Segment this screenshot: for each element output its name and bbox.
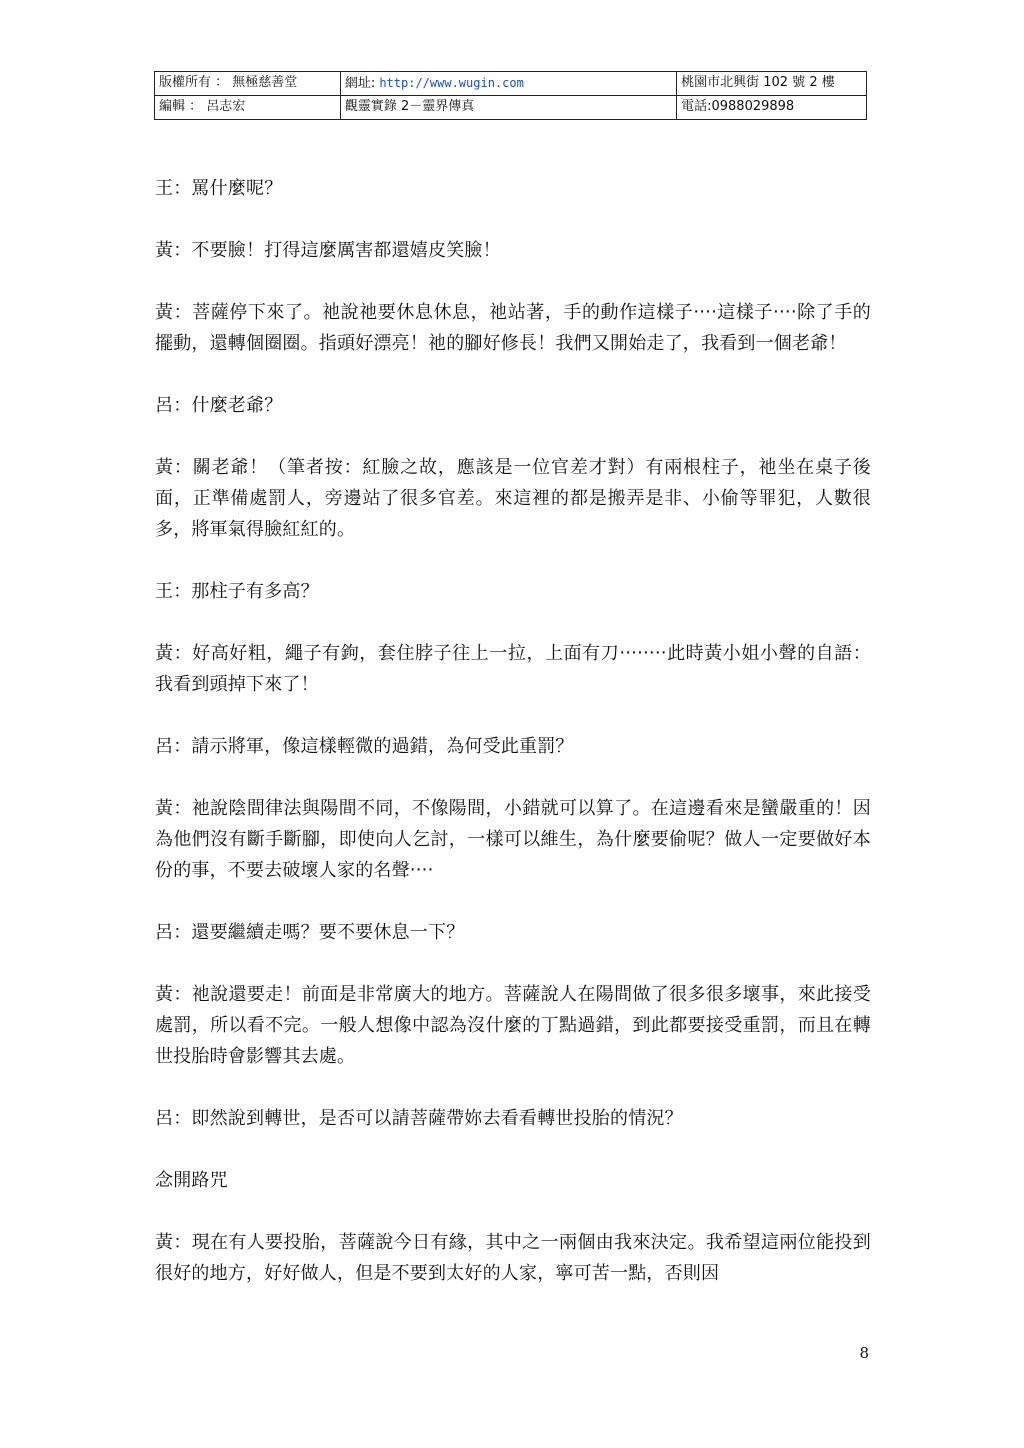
page-number: 8	[859, 1344, 869, 1362]
website-label: 網址:	[344, 75, 380, 91]
dialogue-paragraph: 黃：祂說還要走！前面是非常廣大的地方。菩薩說人在陽間做了很多很多壞事，來此接受處罰，所以看不完。一般人想像中認為沒什麼的丁點過錯，到此都要接受重罰，而且在轉世投胎時會影響其去處。	[155, 984, 871, 1067]
header-table	[154, 71, 867, 120]
dialogue-paragraph: 黃：菩薩停下來了。祂說祂要休息休息，祂站著，手的動作這樣子‧‧‧‧這樣子‧‧‧‧除了手的擺動，還轉個圈圈。指頭好漂亮！祂的腳好修長！我們又開始走了，我看到一個老爺！	[155, 302, 871, 354]
dialogue-paragraph: 王：罵什麼呢？	[155, 178, 283, 199]
dialogue-paragraph: 呂：即然說到轉世，是否可以請菩薩帶妳去看看轉世投胎的情況？	[155, 1108, 683, 1129]
dialogue-paragraph: 呂：請示將軍，像這樣輕微的過錯，為何受此重罰？	[155, 736, 574, 757]
dialogue-paragraph: 黃：好高好粗，繩子有鉤，套住脖子往上一拉，上面有刀‧‧‧‧‧‧‧‧此時黃小姐小聲的自語：我看到頭掉下來了！	[155, 643, 871, 695]
dialogue-paragraph: 黃：祂說陰間律法與陽間不同，不像陽間，小錯就可以算了。在這邊看來是蠻嚴重的！因為他們沒有斷手斷腳，即使向人乞討，一樣可以維生，為什麼要偷呢？做人一定要做好本份的事，不要去破壞人家的名聲‧‧‧‧	[155, 798, 871, 881]
header-row-1	[155, 72, 867, 96]
dialogue-paragraph: 呂：什麼老爺？	[155, 395, 283, 416]
body-text	[155, 173, 871, 1320]
dialogue-paragraph: 黃：關老爺！（筆者按：紅臉之故，應該是一位官差才對）有兩根柱子，祂坐在桌子後面，正準備處罰人，旁邊站了很多官差。來這裡的都是搬弄是非、小偷等罪犯，人數很多，將軍氣得臉紅紅的。	[155, 457, 871, 540]
dialogue-paragraph: 王：那柱子有多高？	[155, 581, 319, 602]
dialogue-paragraph: 黃：不要臉！打得這麼厲害都還嬉皮笑臉！	[155, 240, 501, 261]
phone-cell: 電話:0988029898	[677, 96, 867, 120]
dialogue-paragraph: 念開路咒	[155, 1170, 228, 1191]
copyright-cell: 版權所有 ： 無極慈善堂	[155, 72, 341, 96]
website-link[interactable]: http://www.wugin.com	[379, 75, 524, 90]
header-row-2	[155, 96, 867, 120]
address-cell: 桃園市北興街 102 號 2 樓	[677, 72, 867, 96]
dialogue-paragraph: 黃：現在有人要投胎，菩薩說今日有緣，其中之一兩個由我來決定。我希望這兩位能投到很好的地方，好好做人，但是不要到太好的人家，寧可苦一點，否則因	[155, 1232, 871, 1284]
dialogue-paragraph: 呂：還要繼續走嗎？要不要休息一下？	[155, 922, 465, 943]
book-title-cell: 觀靈實錄 2－靈界傳真	[340, 96, 676, 120]
website-cell	[340, 72, 676, 96]
editor-cell: 編輯 ： 呂志宏	[155, 96, 341, 120]
